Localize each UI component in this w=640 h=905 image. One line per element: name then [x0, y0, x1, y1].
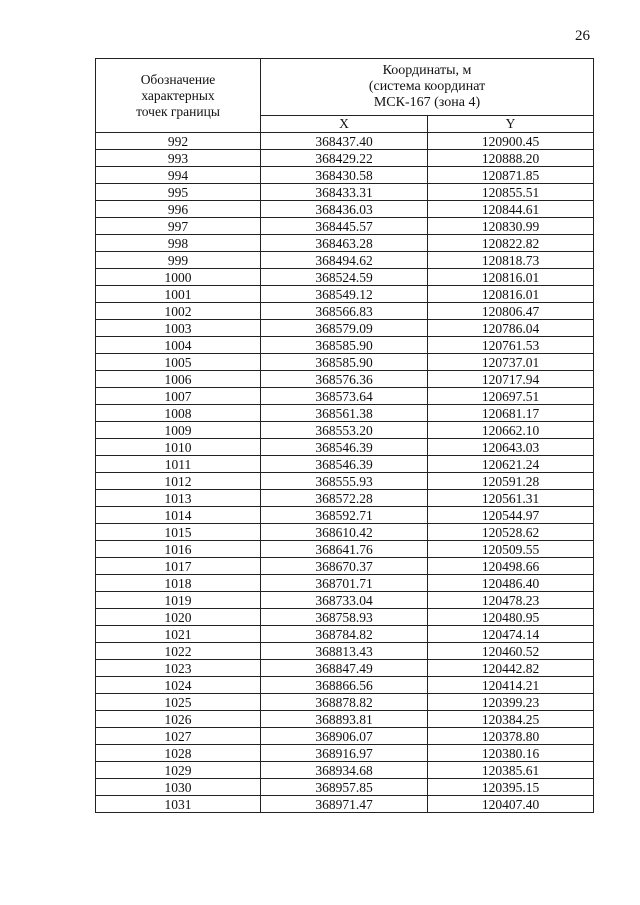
- x-coordinate-cell: 368433.31: [261, 184, 428, 201]
- table-row: [96, 337, 594, 354]
- y-coordinate-cell: 120407.40: [428, 796, 594, 813]
- table-row: [96, 609, 594, 626]
- y-coordinate-cell: 120818.73: [428, 252, 594, 269]
- coordinates-table: [95, 58, 594, 813]
- point-id-cell: 993: [96, 150, 261, 167]
- table-row: [96, 167, 594, 184]
- table-row: [96, 626, 594, 643]
- x-coordinate-cell: 368916.97: [261, 745, 428, 762]
- point-id-cell: 1018: [96, 575, 261, 592]
- point-id-cell: 1021: [96, 626, 261, 643]
- coords-header-line-3: МСК-167 (зона 4): [373, 95, 481, 110]
- x-coordinate-cell: 368866.56: [261, 677, 428, 694]
- point-id-cell: 1002: [96, 303, 261, 320]
- x-coordinate-cell: 368641.76: [261, 541, 428, 558]
- x-coordinate-cell: 368553.20: [261, 422, 428, 439]
- table-row: [96, 269, 594, 286]
- x-coordinate-cell: 368701.71: [261, 575, 428, 592]
- x-coordinate-cell: 368934.68: [261, 762, 428, 779]
- x-coordinate-cell: 368784.82: [261, 626, 428, 643]
- x-coordinate-cell: 368585.90: [261, 337, 428, 354]
- point-id-cell: 1030: [96, 779, 261, 796]
- table-row: [96, 371, 594, 388]
- x-coordinate-cell: 368463.28: [261, 235, 428, 252]
- x-coordinate-cell: 368445.57: [261, 218, 428, 235]
- table-row: [96, 456, 594, 473]
- point-id-cell: 996: [96, 201, 261, 218]
- y-coordinate-cell: 120442.82: [428, 660, 594, 677]
- y-coordinate-cell: 120474.14: [428, 626, 594, 643]
- table-row: [96, 694, 594, 711]
- y-coordinate-cell: 120414.21: [428, 677, 594, 694]
- table-row: [96, 643, 594, 660]
- y-coordinate-cell: 120822.82: [428, 235, 594, 252]
- y-coordinate-cell: 120509.55: [428, 541, 594, 558]
- y-coordinate-cell: 120460.52: [428, 643, 594, 660]
- y-coordinate-cell: 120544.97: [428, 507, 594, 524]
- point-id-cell: 1026: [96, 711, 261, 728]
- x-coordinate-cell: 368573.64: [261, 388, 428, 405]
- table-row: [96, 762, 594, 779]
- point-id-cell: 1024: [96, 677, 261, 694]
- x-coordinate-cell: 368592.71: [261, 507, 428, 524]
- y-coordinate-cell: 120737.01: [428, 354, 594, 371]
- y-coordinate-cell: 120478.23: [428, 592, 594, 609]
- y-coordinate-cell: 120498.66: [428, 558, 594, 575]
- point-id-cell: 1007: [96, 388, 261, 405]
- table-row: [96, 677, 594, 694]
- point-id-cell: 1022: [96, 643, 261, 660]
- point-id-cell: 1025: [96, 694, 261, 711]
- x-coordinate-cell: 368906.07: [261, 728, 428, 745]
- table-row: [96, 779, 594, 796]
- coordinates-group-header: [261, 59, 594, 116]
- x-coordinate-cell: 368494.62: [261, 252, 428, 269]
- point-header-line-3: точек границы: [136, 103, 220, 119]
- y-coordinate-cell: 120888.20: [428, 150, 594, 167]
- x-coordinate-cell: 368546.39: [261, 439, 428, 456]
- coords-header-line-1: Координаты, м: [382, 63, 472, 78]
- point-header-line-1: Обозначение: [140, 71, 216, 87]
- point-id-cell: 1019: [96, 592, 261, 609]
- table-row: [96, 728, 594, 745]
- x-coordinate-cell: 368971.47: [261, 796, 428, 813]
- point-id-cell: 992: [96, 133, 261, 150]
- point-id-cell: 1009: [96, 422, 261, 439]
- y-coordinate-cell: 120380.16: [428, 745, 594, 762]
- y-coordinate-cell: 120643.03: [428, 439, 594, 456]
- y-coordinate-cell: 120806.47: [428, 303, 594, 320]
- point-id-cell: 1017: [96, 558, 261, 575]
- point-id-cell: 997: [96, 218, 261, 235]
- x-coordinate-cell: 368524.59: [261, 269, 428, 286]
- table-row: [96, 133, 594, 150]
- y-coordinate-cell: 120480.95: [428, 609, 594, 626]
- table-row: [96, 286, 594, 303]
- y-coordinate-cell: 120561.31: [428, 490, 594, 507]
- point-id-cell: 1005: [96, 354, 261, 371]
- table-row: [96, 796, 594, 813]
- table-row: [96, 184, 594, 201]
- y-coordinate-cell: 120761.53: [428, 337, 594, 354]
- y-coordinate-cell: 120378.80: [428, 728, 594, 745]
- x-coordinate-cell: 368813.43: [261, 643, 428, 660]
- y-coordinate-cell: 120528.62: [428, 524, 594, 541]
- y-coordinate-cell: 120395.15: [428, 779, 594, 796]
- y-coordinate-cell: 120662.10: [428, 422, 594, 439]
- table-row: [96, 354, 594, 371]
- table-row: [96, 388, 594, 405]
- x-coordinate-cell: 368610.42: [261, 524, 428, 541]
- x-coordinate-cell: 368549.12: [261, 286, 428, 303]
- x-coordinate-cell: 368733.04: [261, 592, 428, 609]
- table-row: [96, 235, 594, 252]
- point-id-cell: 1004: [96, 337, 261, 354]
- x-coordinate-cell: 368555.93: [261, 473, 428, 490]
- table-row: [96, 490, 594, 507]
- point-header-line-2: характерных: [141, 87, 215, 103]
- x-coordinate-cell: 368585.90: [261, 354, 428, 371]
- point-id-cell: 1006: [96, 371, 261, 388]
- table-row: [96, 558, 594, 575]
- y-coordinate-cell: 120871.85: [428, 167, 594, 184]
- x-coordinate-cell: 368957.85: [261, 779, 428, 796]
- point-id-cell: 1016: [96, 541, 261, 558]
- y-coordinate-cell: 120681.17: [428, 405, 594, 422]
- point-id-cell: 1000: [96, 269, 261, 286]
- point-id-cell: 1023: [96, 660, 261, 677]
- x-coordinate-cell: 368429.22: [261, 150, 428, 167]
- x-coordinate-cell: 368878.82: [261, 694, 428, 711]
- y-coordinate-cell: 120486.40: [428, 575, 594, 592]
- x-coordinate-cell: 368566.83: [261, 303, 428, 320]
- table-row: [96, 405, 594, 422]
- point-id-cell: 1012: [96, 473, 261, 490]
- table-row: [96, 320, 594, 337]
- y-coordinate-cell: 120385.61: [428, 762, 594, 779]
- table-row: [96, 745, 594, 762]
- table-row: [96, 252, 594, 269]
- table-row: [96, 507, 594, 524]
- table-body: [96, 133, 594, 813]
- table-row: [96, 660, 594, 677]
- table-row: [96, 303, 594, 320]
- table-row: [96, 422, 594, 439]
- x-coordinate-cell: 368436.03: [261, 201, 428, 218]
- point-id-cell: 999: [96, 252, 261, 269]
- x-column-header: X: [261, 116, 428, 133]
- point-id-cell: 994: [96, 167, 261, 184]
- y-coordinate-cell: 120855.51: [428, 184, 594, 201]
- table-row: [96, 439, 594, 456]
- y-coordinate-cell: 120786.04: [428, 320, 594, 337]
- y-coordinate-cell: 120900.45: [428, 133, 594, 150]
- x-coordinate-cell: 368572.28: [261, 490, 428, 507]
- point-id-cell: 1003: [96, 320, 261, 337]
- point-id-cell: 1014: [96, 507, 261, 524]
- point-id-cell: 1028: [96, 745, 261, 762]
- y-coordinate-cell: 120844.61: [428, 201, 594, 218]
- table-row: [96, 150, 594, 167]
- y-column-header: Y: [428, 116, 594, 133]
- x-coordinate-cell: 368579.09: [261, 320, 428, 337]
- coords-header-line-2: (система координат: [368, 79, 486, 94]
- table-row: [96, 575, 594, 592]
- page-number: 26: [575, 28, 590, 44]
- y-coordinate-cell: 120697.51: [428, 388, 594, 405]
- point-id-cell: 1020: [96, 609, 261, 626]
- x-coordinate-cell: 368758.93: [261, 609, 428, 626]
- point-id-cell: 1015: [96, 524, 261, 541]
- table-row: [96, 711, 594, 728]
- x-coordinate-cell: 368847.49: [261, 660, 428, 677]
- point-id-cell: 1001: [96, 286, 261, 303]
- point-id-cell: 1027: [96, 728, 261, 745]
- x-coordinate-cell: 368437.40: [261, 133, 428, 150]
- point-id-cell: 998: [96, 235, 261, 252]
- x-coordinate-cell: 368561.38: [261, 405, 428, 422]
- table-row: [96, 592, 594, 609]
- y-coordinate-cell: 120830.99: [428, 218, 594, 235]
- y-coordinate-cell: 120816.01: [428, 269, 594, 286]
- x-coordinate-cell: 368576.36: [261, 371, 428, 388]
- y-coordinate-cell: 120816.01: [428, 286, 594, 303]
- point-id-cell: 1008: [96, 405, 261, 422]
- x-coordinate-cell: 368546.39: [261, 456, 428, 473]
- y-coordinate-cell: 120717.94: [428, 371, 594, 388]
- y-coordinate-cell: 120621.24: [428, 456, 594, 473]
- point-id-cell: 1013: [96, 490, 261, 507]
- point-id-cell: 1010: [96, 439, 261, 456]
- point-designation-header: [96, 59, 261, 133]
- table-row: [96, 201, 594, 218]
- point-id-cell: 1011: [96, 456, 261, 473]
- y-coordinate-cell: 120384.25: [428, 711, 594, 728]
- x-coordinate-cell: 368430.58: [261, 167, 428, 184]
- y-coordinate-cell: 120591.28: [428, 473, 594, 490]
- table-row: [96, 218, 594, 235]
- y-coordinate-cell: 120399.23: [428, 694, 594, 711]
- point-id-cell: 1031: [96, 796, 261, 813]
- table-row: [96, 473, 594, 490]
- x-coordinate-cell: 368893.81: [261, 711, 428, 728]
- table-row: [96, 541, 594, 558]
- table-row: [96, 524, 594, 541]
- point-id-cell: 1029: [96, 762, 261, 779]
- x-coordinate-cell: 368670.37: [261, 558, 428, 575]
- point-id-cell: 995: [96, 184, 261, 201]
